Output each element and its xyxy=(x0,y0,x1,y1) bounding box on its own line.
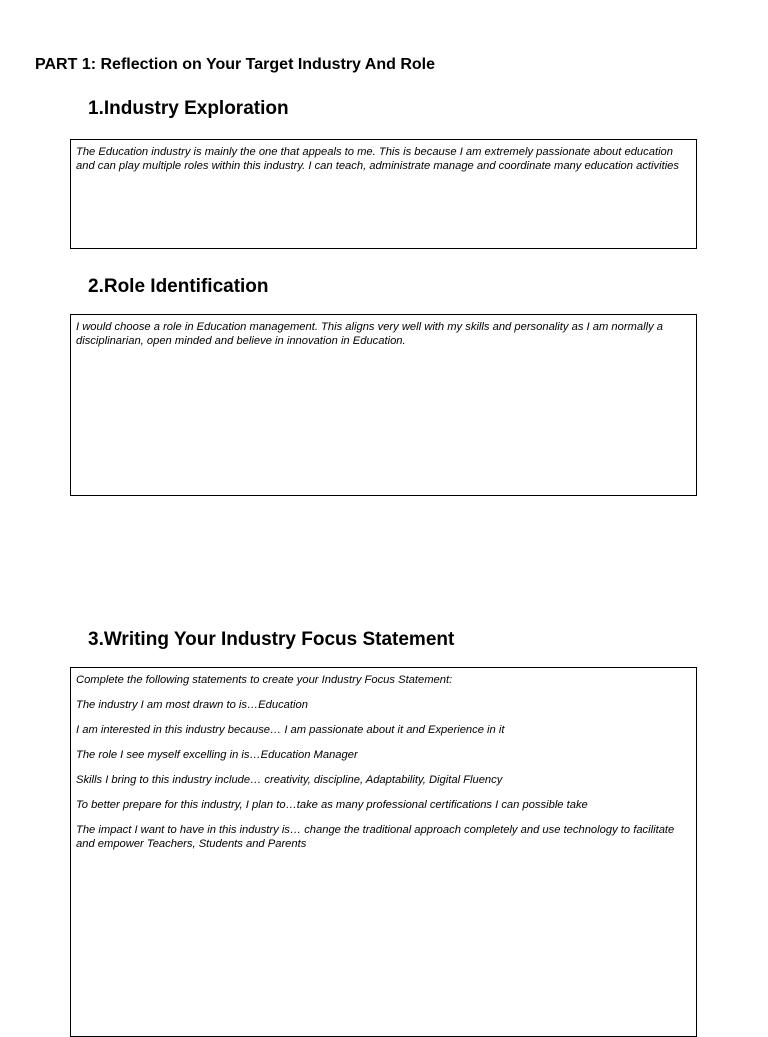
statement-instructions: Complete the following statements to create your Industry Focus Statement: xyxy=(76,674,453,686)
statement-preparation: To better prepare for this industry, I plan to…take as many professional certifications I can possible take xyxy=(76,799,588,811)
answer-box-industry-exploration xyxy=(70,139,697,249)
heading-role-identification: 2.Role Identification xyxy=(88,276,269,297)
answer-text-role-identification: I would choose a role in Education management. This aligns very well with my skills and personality as I am normally a disciplinarian, open minded and believe in innovation in Education. xyxy=(76,321,663,347)
heading-industry-exploration: 1.Industry Exploration xyxy=(88,98,289,119)
statement-industry: The industry I am most drawn to is…Education xyxy=(76,699,308,711)
answer-text-industry-exploration: The Education industry is mainly the one that appeals to me. This is because I am extremely passionate about education and can play multiple roles within this industry. I can teach, administrate manage and coordinate many education activities xyxy=(76,146,679,172)
answer-box-industry-focus-statement xyxy=(70,667,697,1037)
answer-box-role-identification xyxy=(70,314,697,496)
statement-skills: Skills I bring to this industry include… creativity, discipline, Adaptability, Digital Fluency xyxy=(76,774,503,786)
heading-industry-focus-statement: 3.Writing Your Industry Focus Statement xyxy=(88,629,455,650)
part-title: PART 1: Reflection on Your Target Industry And Role xyxy=(35,56,436,73)
statement-impact: The impact I want to have in this industry is… change the traditional approach completely and use technology to facilitate and empower Teachers, Students and Parents xyxy=(76,824,675,850)
statement-role: The role I see myself excelling in is…Education Manager xyxy=(76,749,358,761)
statement-interest: I am interested in this industry because… I am passionate about it and Experience in it xyxy=(76,724,505,736)
